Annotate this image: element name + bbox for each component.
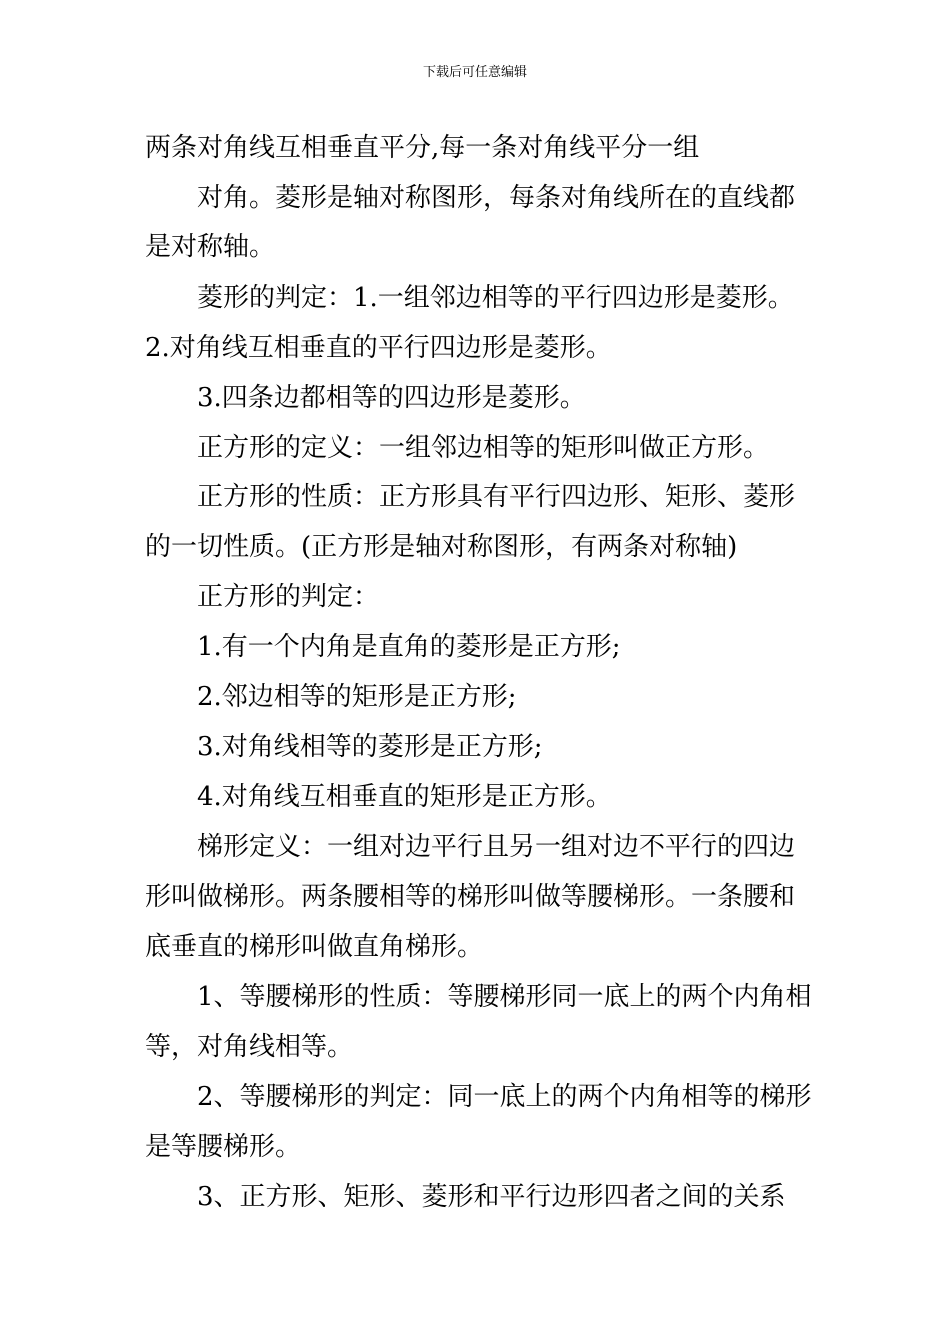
text-line: 底垂直的梯形叫做直角梯形。: [145, 932, 484, 962]
text-line: 是等腰梯形。: [145, 1132, 302, 1162]
text-line: 正方形的判定：: [197, 582, 380, 612]
text-line: 1、等腰梯形的性质：等腰梯形同一底上的两个内角相: [197, 982, 812, 1012]
text-line: 是对称轴。: [145, 232, 276, 262]
text-line: 对角。菱形是轴对称图形，每条对角线所在的直线都: [197, 183, 796, 213]
text-line: 3.对角线相等的菱形是正方形;: [197, 732, 543, 762]
text-line: 菱形的判定：1.一组邻边相等的平行四边形是菱形。: [197, 283, 794, 313]
text-line: 2.对角线互相垂直的平行四边形是菱形。: [145, 333, 612, 363]
text-line: 梯形定义：一组对边平行且另一组对边不平行的四边: [197, 832, 796, 862]
text-line: 正方形的性质：正方形具有平行四边形、矩形、菱形: [197, 482, 796, 512]
page-header: 下载后可任意编辑: [422, 65, 527, 80]
text-line: 2、等腰梯形的判定：同一底上的两个内角相等的梯形: [197, 1082, 812, 1112]
text-line: 3、正方形、矩形、菱形和平行边形四者之间的关系: [197, 1182, 786, 1212]
text-line: 1.有一个内角是直角的菱形是正方形;: [197, 632, 621, 662]
text-line: 2.邻边相等的矩形是正方形;: [197, 682, 517, 712]
text-line: 形叫做梯形。两条腰相等的梯形叫做等腰梯形。一条腰和: [145, 882, 796, 912]
text-line: 正方形的定义：一组邻边相等的矩形叫做正方形。: [197, 433, 770, 463]
text-line: 等，对角线相等。: [145, 1032, 354, 1062]
text-line: 3.四条边都相等的四边形是菱形。: [197, 383, 586, 413]
text-line: 的一切性质。(正方形是轴对称图形，有两条对称轴): [145, 532, 738, 562]
text-line: 两条对角线互相垂直平分,每一条对角线平分一组: [145, 133, 700, 163]
text-line: 4.对角线互相垂直的矩形是正方形。: [197, 782, 612, 812]
